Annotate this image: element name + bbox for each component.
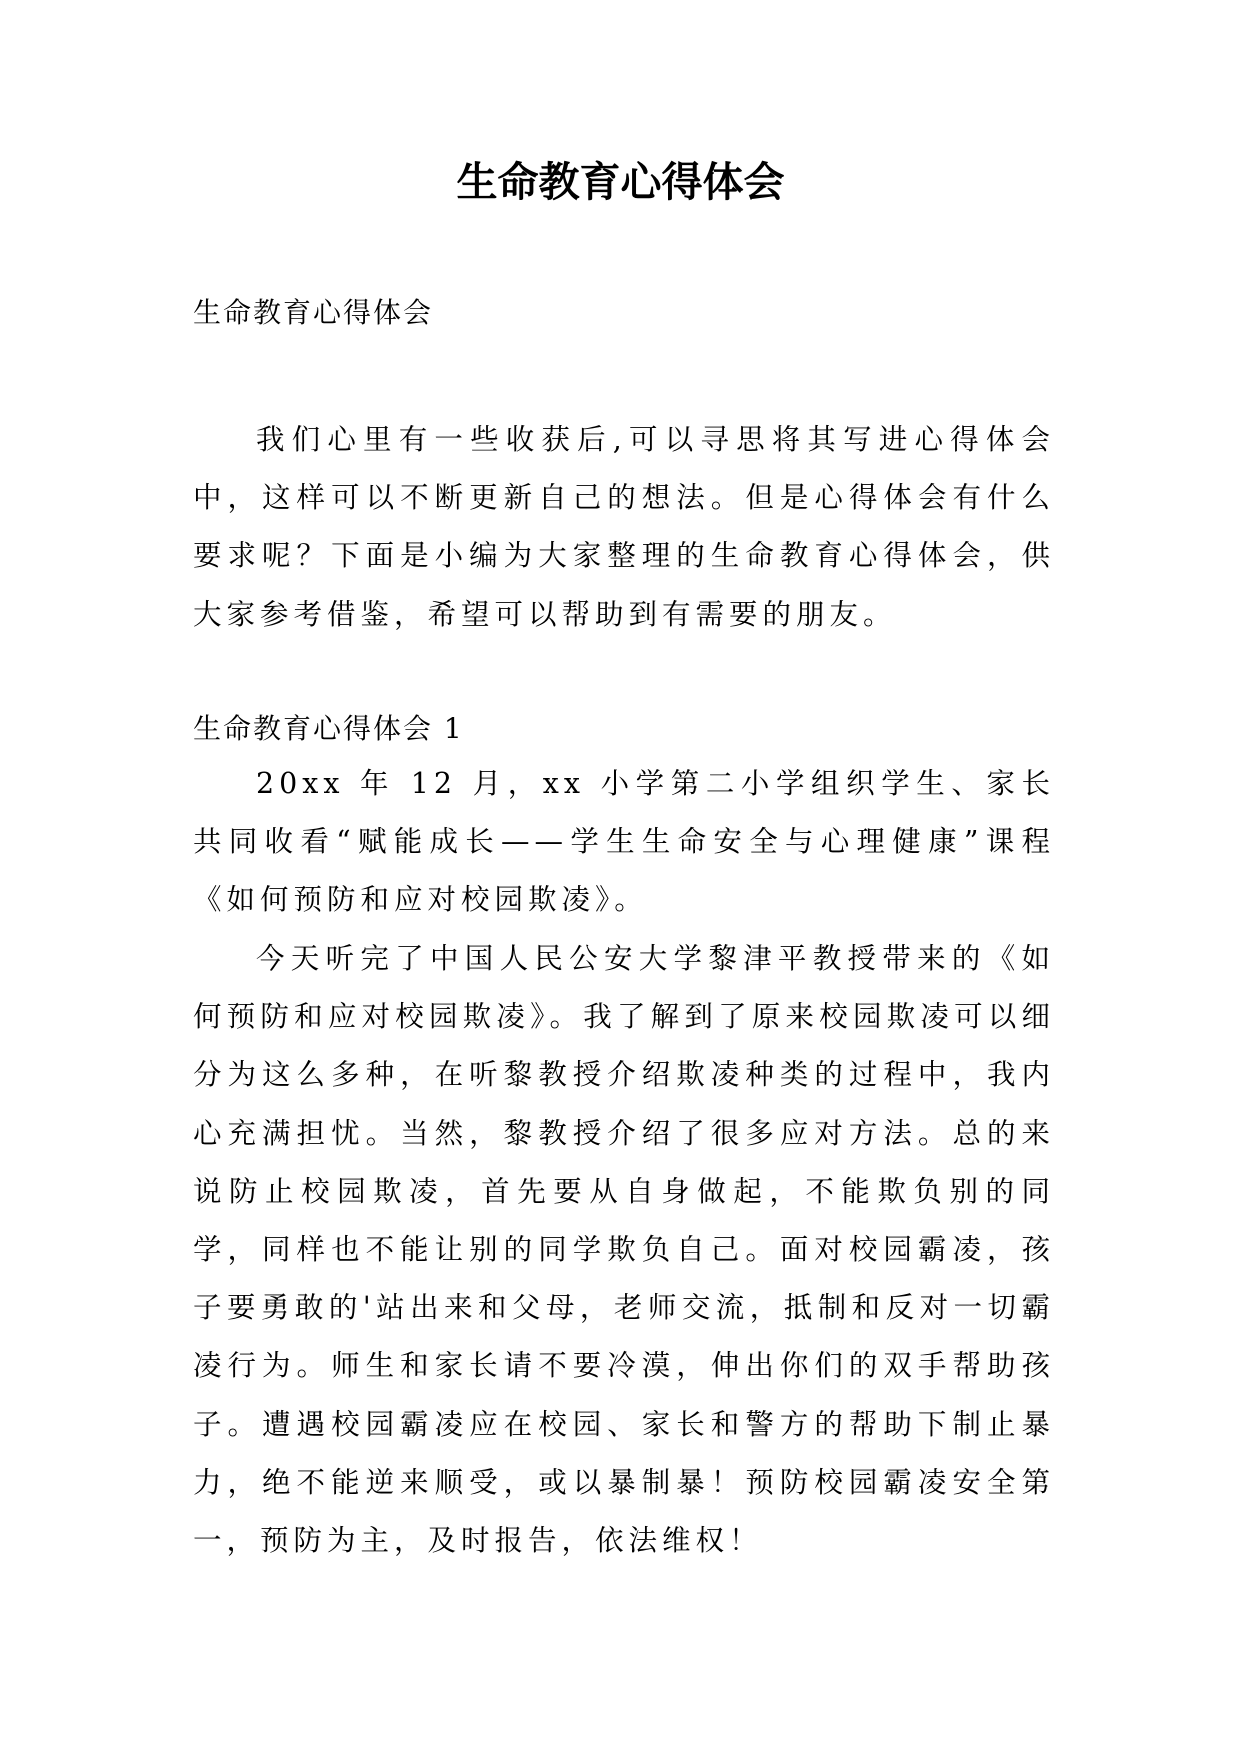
body-paragraph: 今天听完了中国人民公安大学黎津平教授带来的《如何预防和应对校园欺凌》。我了解到了原来校园欺凌可以细分为这么多种，在听黎教授介绍欺凌种类的过程中，我内心充满担忧。当然，黎教授介绍了很多应对方法。总的来说防止校园欺凌，首先要从自身做起，不能欺负别的同学，同样也不能让别的同学欺负自己。面对校园霸凌，孩子要勇敢的'站出来和父母，老师交流，抵制和反对一切霸凌行为。师生和家长请不要冷漠，伸出你们的双手帮助孩子。遭遇校园霸凌应在校园、家长和警方的帮助下制止暴力，绝不能逆来顺受，或以暴制暴！预防校园霸凌安全第一，预防为主，及时报告，依法维权！ — [193, 942, 1055, 1558]
document-subtitle: 生命教育心得体会 — [193, 296, 434, 329]
section-heading: 生命教育心得体会 1 — [193, 712, 464, 745]
body-paragraph: 20xx 年 12 月，xx 小学第二小学组织学生、家长共同收看“赋能成长——学生生命安全与心理健康”课程《如何预防和应对校园欺凌》。 — [193, 767, 1055, 917]
document-title: 生命教育心得体会 — [456, 158, 785, 206]
intro-paragraph: 我们心里有一些收获后,可以寻思将其写进心得体会中，这样可以不断更新自己的想法。但是心得体会有什么要求呢？下面是小编为大家整理的生命教育心得体会，供大家参考借鉴，希望可以帮助到有需要的朋友。 — [193, 423, 1055, 631]
